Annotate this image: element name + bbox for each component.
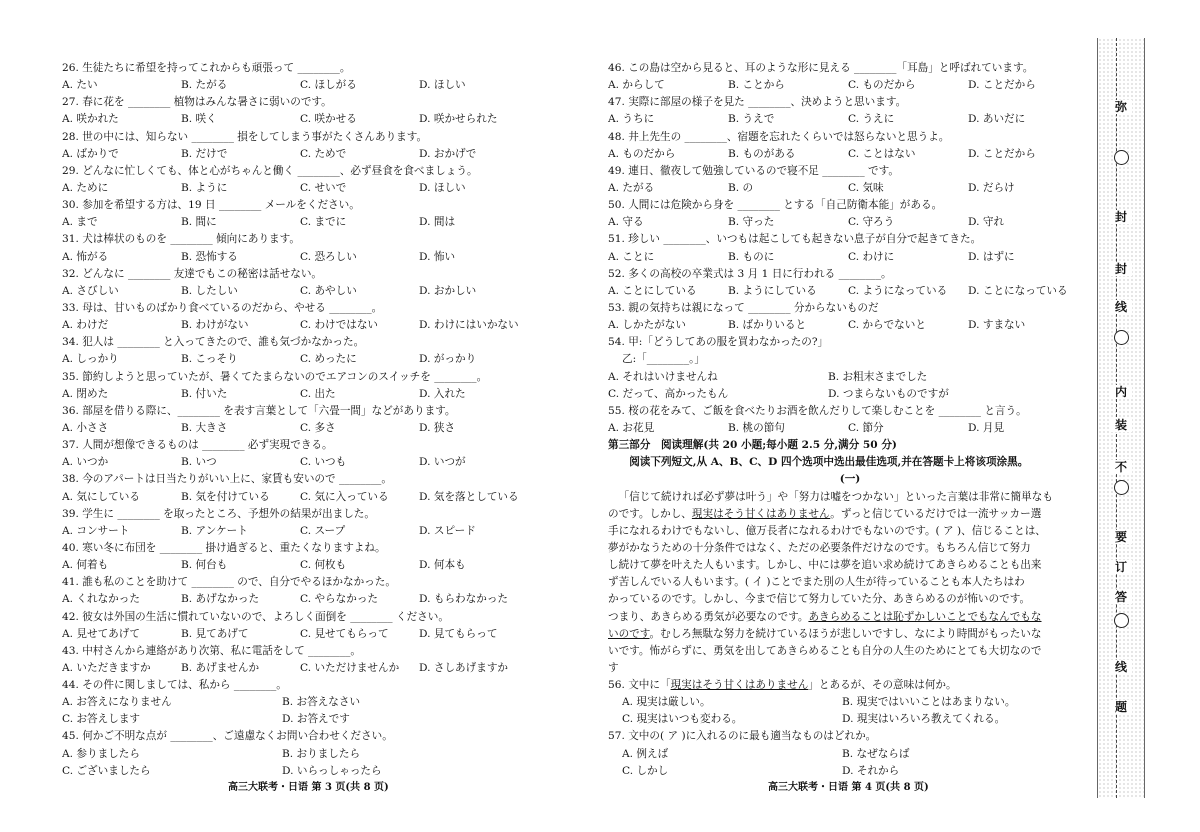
option-b: B. 咲く bbox=[181, 113, 217, 126]
passage-line: 夢がかなうための十分条件ではなく、ただの必要条件だけなのです。もちろん信じて努力 bbox=[608, 541, 1031, 554]
option-d: D. 入れた bbox=[419, 387, 466, 400]
question-text: 44. その件に関しましては、私から ________。 bbox=[62, 679, 287, 692]
options-row bbox=[62, 454, 540, 471]
binding-char: 答 bbox=[1110, 590, 1132, 604]
question-text: 57. 文中の( ア )に入れるのに最も適当なものはどれか。 bbox=[608, 730, 877, 743]
binding-char: 内 bbox=[1110, 385, 1132, 399]
question-text-part: 」とあるが、その意味は何か。 bbox=[808, 679, 957, 692]
option-b: B. ものに bbox=[728, 250, 775, 263]
option-a: A. 何着も bbox=[62, 559, 109, 572]
option-a: A. いただきますか bbox=[62, 661, 151, 674]
question-text: 39. 学生に ________ を取ったところ、予想外の結果が出ました。 bbox=[62, 507, 375, 520]
options-row bbox=[608, 214, 1092, 231]
option-d: D. 怖い bbox=[419, 250, 456, 263]
option-a: A. たがる bbox=[608, 181, 655, 194]
question-block bbox=[62, 94, 540, 128]
question-block bbox=[62, 163, 540, 197]
option-d: D. わけにはいかない bbox=[419, 319, 519, 332]
question-block bbox=[608, 231, 1092, 265]
option-d: D. 何本も bbox=[419, 559, 466, 572]
option-d: D. いつが bbox=[419, 456, 466, 469]
option-b: B. 現実ではいいことはあまりない。 bbox=[842, 696, 1016, 709]
options-row bbox=[62, 180, 540, 197]
question-text: 32. どんなに ________ 友達でもこの秘密は話せない。 bbox=[62, 267, 323, 280]
options-row bbox=[608, 111, 1092, 128]
question-text: 51. 珍しい ________、いつもは起こしても起きない息子が自分で起きてきた。 bbox=[608, 233, 982, 246]
passage-line: し続けて夢を叶えた人もいます。しかし、中には夢を追い求め続けてあきらめることも出来 bbox=[608, 559, 1042, 572]
question-57 bbox=[608, 728, 1092, 779]
options-row bbox=[608, 420, 1092, 437]
option-a: A. 守る bbox=[608, 216, 644, 229]
question-56 bbox=[608, 677, 1092, 728]
passage-line: ず苦しんでいる人もいます。( イ )ことでまた別の人生が待っていることも本人たちはわ bbox=[608, 576, 1025, 589]
options-row bbox=[62, 214, 540, 231]
underlined-phrase: 現実はそう甘くはありません bbox=[670, 679, 809, 692]
option-c: C. 出た bbox=[300, 387, 336, 400]
option-d: D. それから bbox=[842, 764, 900, 777]
option-a: A. お花見 bbox=[608, 421, 655, 434]
options-row bbox=[62, 557, 540, 574]
option-b: B. なぜならば bbox=[842, 747, 910, 760]
options-row bbox=[608, 694, 1092, 711]
question-text: 54. 甲:「どうしてあの服を買わなかったの?」 bbox=[608, 336, 829, 349]
option-c: C. までに bbox=[300, 216, 347, 229]
options-row bbox=[62, 386, 540, 403]
option-a: A. それはいけませんね bbox=[608, 370, 718, 383]
option-a: A. いつか bbox=[62, 456, 109, 469]
passage-line bbox=[608, 506, 1092, 523]
right-question-list bbox=[608, 60, 1092, 334]
option-b: B. ことから bbox=[728, 79, 785, 92]
question-block bbox=[608, 197, 1092, 231]
question-block bbox=[62, 643, 540, 677]
passage-text: 。ずっと信じているだけでは一流サッカー選 bbox=[830, 507, 1042, 520]
options-row bbox=[62, 283, 540, 300]
question-text: 46. この島は空から見ると、耳のような形に見える ________「耳島」と呼ばれています。 bbox=[608, 62, 1034, 74]
option-a: A. 小ささ bbox=[62, 421, 109, 434]
option-d: D. 間は bbox=[419, 216, 456, 229]
question-block bbox=[62, 300, 540, 334]
question-text: 42. 彼女は外国の生活に慣れていないので、よろしく面倒を ________ ください。 bbox=[62, 610, 449, 623]
question-block bbox=[62, 728, 540, 779]
option-a: A. さびしい bbox=[62, 284, 119, 297]
option-c: C. ございましたら bbox=[62, 764, 151, 777]
option-c: C. ようになっている bbox=[848, 284, 948, 297]
question-block bbox=[62, 231, 540, 265]
options-row bbox=[62, 746, 540, 763]
option-c: C. うえに bbox=[848, 113, 895, 126]
question-block bbox=[62, 540, 540, 574]
option-a: A. 参りましたら bbox=[62, 747, 140, 760]
option-b: B. 恐怖する bbox=[181, 250, 238, 263]
options-row bbox=[608, 146, 1092, 163]
question-block bbox=[62, 437, 540, 471]
reading-passage bbox=[608, 489, 1092, 678]
option-c: C. せいで bbox=[300, 181, 347, 194]
option-a: A. 閉めた bbox=[62, 387, 109, 400]
underlined-phrase: 現実はそう甘くはありません bbox=[691, 507, 831, 520]
question-text: 40. 寒い冬に布団を ________ 掛け過ぎると、重たくなりますよね。 bbox=[62, 541, 386, 554]
question-block bbox=[62, 266, 540, 300]
option-b: B. の bbox=[728, 181, 754, 194]
passage-text: つまり、あきらめる勇気が必要なのです。 bbox=[608, 610, 809, 623]
question-block bbox=[62, 129, 540, 163]
options-row bbox=[62, 711, 540, 728]
question-text: 33. 母は、甘いものばかり食べているのだから、やせる ________。 bbox=[62, 301, 383, 314]
option-a: A. 例えば bbox=[622, 747, 669, 760]
option-a: A. からして bbox=[608, 79, 665, 92]
question-text: 55. 桜の花をみて、ご飯を食べたりお酒を飲んだりして楽しむことを ________ と言う。 bbox=[608, 404, 1027, 417]
option-d: D. お答えです bbox=[282, 713, 350, 726]
option-d: D. つまらないものですが bbox=[828, 387, 949, 400]
option-a: A. ことに bbox=[608, 250, 655, 263]
option-d: D. がっかり bbox=[419, 353, 477, 366]
option-b: B. 見てあげて bbox=[181, 627, 249, 640]
option-b: B. ようにしている bbox=[728, 284, 817, 297]
circle-mark bbox=[1114, 480, 1129, 495]
options-row bbox=[62, 626, 540, 643]
options-row bbox=[608, 317, 1092, 334]
option-c: C. 多さ bbox=[300, 421, 336, 434]
question-text: 31. 犬は棒状のものを ________ 傾向にあります。 bbox=[62, 233, 300, 246]
binding-char: 封 bbox=[1110, 262, 1132, 276]
options-row bbox=[608, 249, 1092, 266]
passage-line: 手になれるわけでもないし、億万長者になれるわけでもないのです。( ア )、信じることは、 bbox=[608, 524, 1046, 537]
option-d: D. いらっしゃったら bbox=[282, 764, 382, 777]
question-text: 47. 実際に部屋の様子を見た ________、決めようと思います。 bbox=[608, 96, 907, 109]
option-b: B. 大きさ bbox=[181, 421, 228, 434]
question-block bbox=[62, 471, 540, 505]
question-reply: 乙:「________。」 bbox=[622, 353, 706, 366]
question-text: 30. 参加を希望する方は、19 日 ________ メールをください。 bbox=[62, 199, 360, 212]
option-c: C. わけに bbox=[848, 250, 895, 263]
option-a: A. くれなかった bbox=[62, 593, 140, 606]
circle-mark bbox=[1114, 150, 1129, 165]
circle-mark bbox=[1114, 330, 1129, 345]
question-text: 37. 人間が想像できるものは ________ 必ず実現できる。 bbox=[62, 439, 333, 452]
option-d: D. ことだから bbox=[968, 79, 1036, 92]
question-block bbox=[62, 574, 540, 608]
option-b: B. お答えなさい bbox=[282, 696, 361, 709]
option-d: D. ほしい bbox=[419, 181, 466, 194]
option-a: A. 現実は厳しい。 bbox=[622, 696, 711, 709]
option-d: D. おかしい bbox=[419, 284, 477, 297]
option-a: A. ために bbox=[62, 181, 109, 194]
option-d: D. ほしい bbox=[419, 79, 466, 92]
options-row bbox=[62, 317, 540, 334]
question-text: 29. どんなに忙しくても、体と心がちゃんと働く ________、必ず昼食を食べましょう。 bbox=[62, 164, 478, 177]
option-a: A. わけだ bbox=[62, 319, 109, 332]
option-a: A. うちに bbox=[608, 113, 655, 126]
passage-line: す bbox=[608, 661, 619, 674]
passage-line: 「信じて続ければ必ず夢は叶う」や「努力は嘘をつかない」といった言葉は非常に簡単なも bbox=[618, 490, 1053, 503]
option-d: D. 見てもらって bbox=[419, 627, 498, 640]
options-row bbox=[608, 711, 1092, 728]
option-b: B. だけで bbox=[181, 147, 228, 160]
question-text: 26. 生徒たちに希望を持ってこれからも頑張って ________。 bbox=[62, 62, 351, 74]
option-a: A. ばかりで bbox=[62, 147, 119, 160]
option-c: C. 節分 bbox=[848, 421, 884, 434]
question-block bbox=[608, 94, 1092, 128]
binding-char: 题 bbox=[1110, 700, 1132, 714]
option-c: C. ものだから bbox=[848, 79, 916, 92]
binding-char: 不 bbox=[1110, 460, 1132, 474]
question-text: 48. 井上先生の ________、宿題を忘れたくらいでは怒らないと思うよ。 bbox=[608, 130, 950, 143]
option-d: D. はずに bbox=[968, 250, 1015, 263]
passage-line: かっているのです。しかし、今まで信じて努力していた分、あきらめるのが怖いのです。 bbox=[608, 593, 1031, 606]
question-block bbox=[608, 60, 1092, 94]
option-a: A. お答えになりません bbox=[62, 696, 172, 709]
options-row bbox=[608, 746, 1092, 763]
question-block bbox=[62, 369, 540, 403]
option-a: A. 気にしている bbox=[62, 490, 140, 503]
option-b: B. 何台も bbox=[181, 559, 228, 572]
option-c: C. めったに bbox=[300, 353, 357, 366]
options-row bbox=[608, 180, 1092, 197]
option-c: C. 気味 bbox=[848, 181, 884, 194]
option-b: B. あげませんか bbox=[181, 661, 260, 674]
option-c: C. 恐ろしい bbox=[300, 250, 357, 263]
option-c: C. 守ろう bbox=[848, 216, 895, 229]
question-block bbox=[608, 129, 1092, 163]
option-a: A. たい bbox=[62, 79, 98, 92]
options-row bbox=[62, 146, 540, 163]
option-a: A. しっかり bbox=[62, 353, 119, 366]
option-c: C. 見せてもらって bbox=[300, 627, 389, 640]
question-text bbox=[608, 677, 1092, 694]
option-d: D. さしあげますか bbox=[419, 661, 509, 674]
option-b: B. 桃の節句 bbox=[728, 421, 785, 434]
option-d: D. すまない bbox=[968, 319, 1026, 332]
options-row bbox=[62, 591, 540, 608]
option-c: C. 咲かせる bbox=[300, 113, 357, 126]
options-row bbox=[62, 111, 540, 128]
option-c: C. いつも bbox=[300, 456, 347, 469]
option-c: C. いただけませんか bbox=[300, 661, 400, 674]
option-b: B. 守った bbox=[728, 216, 775, 229]
option-a: A. ものだから bbox=[608, 147, 676, 160]
option-b: B. いつ bbox=[181, 456, 217, 469]
binding-char: 封 bbox=[1110, 210, 1132, 224]
option-c: C. ためで bbox=[300, 147, 347, 160]
right-column bbox=[608, 60, 1092, 780]
options-row bbox=[608, 283, 1092, 300]
passage-line bbox=[608, 609, 1092, 626]
option-b: B. たがる bbox=[181, 79, 228, 92]
section-heading: 第三部分 阅读理解(共 20 小题;每小题 2.5 分,满分 50 分) bbox=[608, 439, 897, 452]
option-b: B. アンケート bbox=[181, 524, 248, 537]
option-b: B. ように bbox=[181, 181, 228, 194]
question-text: 38. 今のアパートは日当たりがいい上に、家賃も安いので ________。 bbox=[62, 473, 392, 486]
question-text: 34. 犯人は ________ と入ってきたので、誰も気づかなかった。 bbox=[62, 336, 365, 349]
option-c: C. ほしがる bbox=[300, 79, 357, 92]
circle-mark bbox=[1114, 613, 1129, 628]
binding-margin bbox=[1097, 38, 1145, 798]
question-block bbox=[62, 334, 540, 368]
binding-char: 线 bbox=[1110, 660, 1132, 674]
question-54 bbox=[608, 334, 1092, 403]
option-d: D. ことだから bbox=[968, 147, 1036, 160]
option-c: C. 何枚も bbox=[300, 559, 347, 572]
question-text-part: 56. 文中に「 bbox=[608, 679, 671, 692]
question-block bbox=[608, 300, 1092, 334]
question-block bbox=[62, 197, 540, 231]
option-b: B. あげなかった bbox=[181, 593, 260, 606]
binding-char: 要 bbox=[1110, 530, 1132, 544]
passage-title: (一) bbox=[839, 473, 861, 486]
question-text: 41. 誰も私のことを助けて ________ ので、自分でやるほかなかった。 bbox=[62, 576, 396, 589]
question-block bbox=[62, 403, 540, 437]
question-text: 53. 親の気持ちは親になって ________ 分からないものだ bbox=[608, 301, 879, 314]
passage-text: 。むしろ無駄な努力を続けているほうが悲しいですし、なにより時間がもったいな bbox=[649, 627, 1042, 640]
question-text: 45. 何かご不明な点が ________、ご遠慮なくお問い合わせください。 bbox=[62, 730, 393, 743]
option-b: B. ものがある bbox=[728, 147, 796, 160]
passage-line: いです。怖がらずに、勇気を出してあきらめることも自分の人生のためにとても大切なので bbox=[608, 644, 1042, 657]
option-c: C. あやしい bbox=[300, 284, 357, 297]
option-d: D. あいだに bbox=[968, 113, 1026, 126]
option-a: A. しかたがない bbox=[608, 319, 686, 332]
question-block bbox=[62, 506, 540, 540]
page-footer-left: 高三大联考・日语 第 3 页(共 8 页) bbox=[228, 782, 389, 793]
options-row bbox=[62, 351, 540, 368]
underlined-phrase: あきらめることは恥ずかしいことでもなんでもな bbox=[808, 610, 1042, 623]
question-block bbox=[608, 266, 1092, 300]
option-d: D. 守れ bbox=[968, 216, 1005, 229]
question-text: 52. 多くの高校の卒業式は 3 月 1 日に行われる ________。 bbox=[608, 267, 892, 280]
binding-char: 订 bbox=[1110, 560, 1132, 574]
option-a: A. 咲かれた bbox=[62, 113, 119, 126]
question-55 bbox=[608, 403, 1092, 437]
option-a: A. 見せてあげて bbox=[62, 627, 140, 640]
option-d: D. もらわなかった bbox=[419, 593, 509, 606]
question-text: 28. 世の中には、知らない ________ 損をしてしまう事がたくさんあります。 bbox=[62, 130, 428, 143]
question-block bbox=[608, 163, 1092, 197]
option-d: D. 狭さ bbox=[419, 421, 456, 434]
underlined-phrase: いのです bbox=[608, 627, 650, 640]
left-column bbox=[62, 60, 540, 780]
options-row bbox=[62, 249, 540, 266]
option-b: B. うえで bbox=[728, 113, 775, 126]
option-d: D. だらけ bbox=[968, 181, 1015, 194]
option-c: C. スープ bbox=[300, 524, 346, 537]
option-c: C. からでないと bbox=[848, 319, 926, 332]
options-row bbox=[608, 77, 1092, 94]
options-row bbox=[62, 660, 540, 677]
question-text: 27. 春に花を ________ 植物はみんな暑さに弱いのです。 bbox=[62, 96, 332, 109]
option-a: A. ことにしている bbox=[608, 284, 697, 297]
options-row bbox=[62, 77, 540, 94]
question-block bbox=[62, 60, 540, 94]
option-d: D. 現実はいろいろ教えてくれる。 bbox=[842, 713, 1006, 726]
question-block bbox=[62, 677, 540, 728]
option-b: B. 間に bbox=[181, 216, 217, 229]
option-b: B. お粗末さまでした bbox=[828, 370, 928, 383]
section-instructions: 阅读下列短文,从 A、B、C、D 四个选项中选出最佳选项,并在答题卡上将该项涂黑。 bbox=[629, 456, 1029, 469]
option-c: C. やらなかった bbox=[300, 593, 379, 606]
option-d: D. 気を落としている bbox=[419, 490, 519, 503]
option-b: B. したしい bbox=[181, 284, 238, 297]
option-d: D. スピード bbox=[419, 524, 476, 537]
option-c: C. しかし bbox=[622, 764, 669, 777]
question-text: 36. 部屋を借りる際に、________ を表す言葉として「六畳一間」などがあります。 bbox=[62, 404, 456, 417]
option-b: B. 付いた bbox=[181, 387, 228, 400]
option-b: B. こっそり bbox=[181, 353, 238, 366]
option-c: C. だって、高かったもん bbox=[608, 387, 729, 400]
passage-text: のです。しかし、 bbox=[608, 507, 692, 520]
option-c: C. ことはない bbox=[848, 147, 916, 160]
option-c: C. 気に入っている bbox=[300, 490, 389, 503]
passage-line bbox=[608, 626, 1092, 643]
options-row bbox=[62, 489, 540, 506]
option-d: D. 咲かせられた bbox=[419, 113, 498, 126]
option-b: B. 気を付けている bbox=[181, 490, 270, 503]
options-row bbox=[62, 420, 540, 437]
option-b: B. おりましたら bbox=[282, 747, 361, 760]
binding-char: 装 bbox=[1110, 418, 1132, 432]
options-row bbox=[62, 523, 540, 540]
binding-char: 线 bbox=[1110, 300, 1132, 314]
options-row bbox=[62, 694, 540, 711]
question-text: 49. 連日、徹夜して勉強しているので寝不足 ________ です。 bbox=[608, 164, 899, 177]
option-d: D. おかげで bbox=[419, 147, 477, 160]
options-row bbox=[608, 386, 1092, 403]
option-d: D. ことになっている bbox=[968, 284, 1068, 297]
option-b: B. ばかりいると bbox=[728, 319, 807, 332]
page-footer-right: 高三大联考・日语 第 4 页(共 8 页) bbox=[768, 782, 929, 793]
option-a: A. 怖がる bbox=[62, 250, 109, 263]
option-c: C. 現実はいつも変わる。 bbox=[622, 713, 743, 726]
option-a: A. まで bbox=[62, 216, 98, 229]
left-question-list bbox=[62, 60, 540, 780]
question-text: 43. 中村さんから連絡があり次第、私に電話をして ________。 bbox=[62, 644, 362, 657]
question-text: 50. 人間には危険から身を ________ とする「自己防衛本能」がある。 bbox=[608, 199, 943, 212]
binding-char: 弥 bbox=[1110, 100, 1132, 114]
question-block bbox=[62, 609, 540, 643]
option-c: C. わけではない bbox=[300, 319, 379, 332]
question-text: 35. 節約しようと思っていたが、暑くてたまらないのでエアコンのスイッチを ________。 bbox=[62, 370, 488, 383]
option-c: C. お答えします bbox=[62, 713, 141, 726]
option-d: D. 月見 bbox=[968, 421, 1005, 434]
option-a: A. コンサート bbox=[62, 524, 130, 537]
options-row bbox=[608, 369, 1092, 386]
option-b: B. わけがない bbox=[181, 319, 249, 332]
